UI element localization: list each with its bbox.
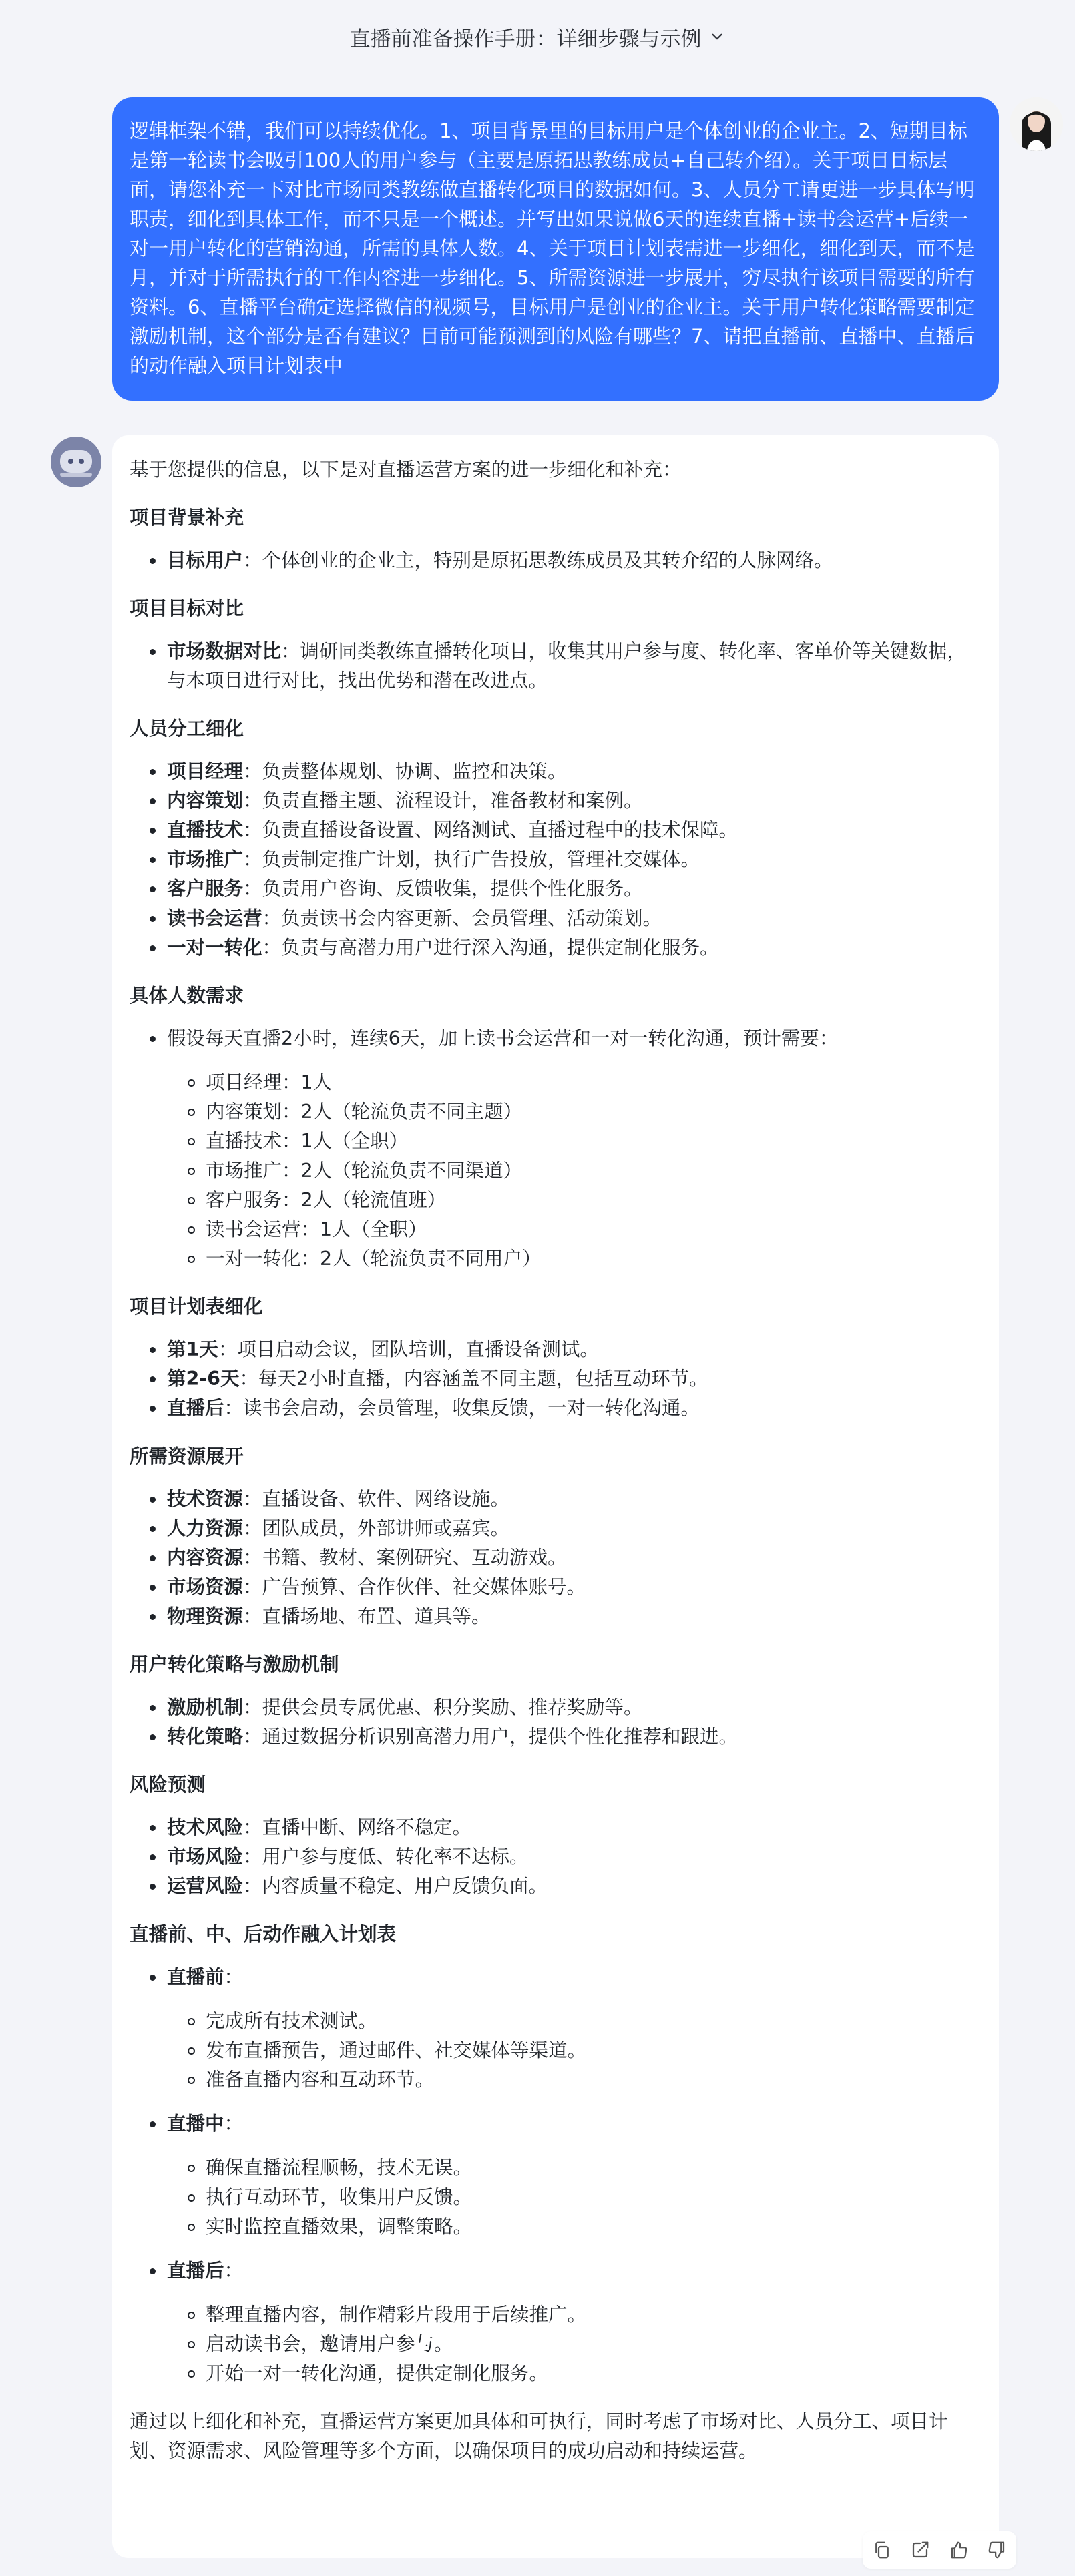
- section-heading: 具体人数需求: [130, 985, 244, 1007]
- list-item: 目标用户：个体创业的企业主，特别是原拓思教练成员及其转介绍的人脉网络。: [130, 546, 979, 575]
- assistant-response: [112, 435, 999, 2558]
- phase-item: 直播前： 完成所有技术测试。 发布直播预告，通过邮件、社交媒体等渠道。 准备直播内容和互动环节。: [130, 1963, 979, 2095]
- sub-list-item: 执行互动环节，收集用户反馈。: [167, 2183, 979, 2212]
- like-button[interactable]: [945, 2537, 972, 2563]
- copy-icon: [872, 2540, 892, 2560]
- list-item: 假设每天直播2小时，连续6天，加上读书会运营和一对一转化沟通，预计需要： 项目经理：1人 内容策划：2人（轮流负责不同主题） 直播技术：1人（全职） 市场推广：2人（轮流负责不同渠道） 客户服务：2人（轮流值班） 读书会运营：1人（全职） 一对一转化：2人（轮流负责不同用户）: [130, 1024, 979, 1274]
- sub-list-item: 项目经理：1人: [167, 1068, 979, 1097]
- thumbs-up-icon: [949, 2540, 969, 2560]
- share-button[interactable]: [907, 2537, 933, 2563]
- list-item: 物理资源：直播场地、布置、道具等。: [130, 1602, 979, 1631]
- share-icon: [910, 2540, 930, 2560]
- copy-button[interactable]: [869, 2537, 895, 2563]
- list-item: 一对一转化：负责与高潜力用户进行深入沟通，提供定制化服务。: [130, 933, 979, 963]
- top-bar: [0, 0, 1075, 73]
- section-heading: 直播前、中、后动作融入计划表: [130, 1923, 397, 1945]
- list-item: 技术风险：直播中断、网络不稳定。: [130, 1813, 979, 1842]
- section-heading: 风险预测: [130, 1774, 206, 1796]
- list-item: 市场资源：广告预算、合作伙伴、社交媒体账号。: [130, 1573, 979, 1602]
- section-heading: 人员分工细化: [130, 718, 244, 740]
- sub-list-item: 内容策划：2人（轮流负责不同主题）: [167, 1097, 979, 1127]
- user-message: 逻辑框架不错，我们可以持续优化。1、项目背景里的目标用户是个体创业的企业主。2、短期目标是第一轮读书会吸引100人的用户参与（主要是原拓思教练成员+自己转介绍）。关于项目目标层面，请您补充一下对比市场同类教练做直播转化项目的数据如何。3、人员分工请更进一步具体写明职责，细化到具体工作，而不只是一个概述。并写出如果说做6天的连续直播+读书会运营+后续一对一用户转化的营销沟通，所需的具体人数。4、关于项目计划表需进一步细化，细化到天，而不是月，并对于所需执行的工作内容进一步细化。5、所需资源进一步展开，穷尽执行该项目需要的所有资料。6、直播平台确定选择微信的视频号，目标用户是创业的企业主。关于用户转化策略需要制定激励机制，这个部分是否有建议？目前可能预测到的风险有哪些？7、请把直播前、直播中、直播后的动作融入项目计划表中: [112, 97, 999, 401]
- sub-list-item: 一对一转化：2人（轮流负责不同用户）: [167, 1244, 979, 1274]
- sub-list-item: 确保直播流程顺畅，技术无误。: [167, 2153, 979, 2183]
- list-item: 内容资源：书籍、教材、案例研究、互动游戏。: [130, 1543, 979, 1573]
- sub-list-item: 读书会运营：1人（全职）: [167, 1215, 979, 1244]
- chevron-down-icon: [708, 28, 726, 45]
- list-item: 直播后：读书会启动，会员管理，收集反馈，一对一转化沟通。: [130, 1394, 979, 1423]
- conversation-title: 直播前准备操作手册：详细步骤与示例: [349, 27, 702, 51]
- list-item: 人力资源：团队成员，外部讲师或嘉宾。: [130, 1514, 979, 1543]
- phase-item: 直播后： 整理直播内容，制作精彩片段用于后续推广。 启动读书会，邀请用户参与。 开始一对一转化沟通，提供定制化服务。: [130, 2256, 979, 2388]
- list-item: 读书会运营：负责读书会内容更新、会员管理、活动策划。: [130, 904, 979, 933]
- list-item: 转化策略：通过数据分析识别高潜力用户，提供个性化推荐和跟进。: [130, 1722, 979, 1752]
- list-item: 项目经理：负责整体规划、协调、监控和决策。: [130, 757, 979, 786]
- sub-list-item: 完成所有技术测试。: [167, 2007, 979, 2036]
- conversation-title-dropdown[interactable]: [350, 22, 726, 52]
- thumbs-down-icon: [987, 2540, 1007, 2560]
- sub-list-item: 客户服务：2人（轮流值班）: [167, 1186, 979, 1215]
- list-item: 运营风险：内容质量不稳定、用户反馈负面。: [130, 1872, 979, 1901]
- list-item: 内容策划：负责直播主题、流程设计，准备教材和案例。: [130, 786, 979, 816]
- dislike-button[interactable]: [984, 2537, 1010, 2563]
- section-heading: 所需资源展开: [130, 1445, 244, 1467]
- message-actions: [863, 2531, 1016, 2569]
- sub-list-item: 实时监控直播效果，调整策略。: [167, 2212, 979, 2242]
- section-heading: 用户转化策略与激励机制: [130, 1653, 339, 1676]
- section-heading: 项目计划表细化: [130, 1296, 263, 1318]
- sub-list-item: 整理直播内容，制作精彩片段用于后续推广。: [167, 2300, 979, 2330]
- sub-list-item: 准备直播内容和互动环节。: [167, 2065, 979, 2095]
- response-conclusion: 通过以上细化和补充，直播运营方案更加具体和可执行，同时考虑了市场对比、人员分工、项目计划、资源需求、风险管理等多个方面，以确保项目的成功启动和持续运营。: [130, 2410, 948, 2462]
- list-item: 技术资源：直播设备、软件、网络设施。: [130, 1485, 979, 1514]
- phase-item: 直播中： 确保直播流程顺畅，技术无误。 执行互动环节，收集用户反馈。 实时监控直播效果，调整策略。: [130, 2109, 979, 2242]
- section-heading: 项目目标对比: [130, 597, 244, 619]
- section-heading: 项目背景补充: [130, 507, 244, 529]
- sub-list-item: 发布直播预告，通过邮件、社交媒体等渠道。: [167, 2036, 979, 2065]
- list-item: 市场风险：用户参与度低、转化率不达标。: [130, 1842, 979, 1872]
- list-item: 激励机制：提供会员专属优惠、积分奖励、推荐奖励等。: [130, 1693, 979, 1722]
- list-item: 第2-6天：每天2小时直播，内容涵盖不同主题，包括互动环节。: [130, 1364, 979, 1394]
- list-item: 直播技术：负责直播设备设置、网络测试、直播过程中的技术保障。: [130, 816, 979, 845]
- sub-list-item: 直播技术：1人（全职）: [167, 1127, 979, 1156]
- response-intro: 基于您提供的信息，以下是对直播运营方案的进一步细化和补充：: [130, 459, 682, 481]
- user-avatar[interactable]: [1010, 97, 1063, 151]
- sub-list-item: 开始一对一转化沟通，提供定制化服务。: [167, 2359, 979, 2388]
- assistant-avatar: [51, 437, 101, 487]
- sub-list-item: 市场推广：2人（轮流负责不同渠道）: [167, 1156, 979, 1186]
- list-item: 市场推广：负责制定推广计划，执行广告投放，管理社交媒体。: [130, 845, 979, 874]
- list-item: 市场数据对比：调研同类教练直播转化项目，收集其用户参与度、转化率、客单价等关键数据，与本项目进行对比，找出优势和潜在改进点。: [130, 637, 979, 696]
- sub-list-item: 启动读书会，邀请用户参与。: [167, 2330, 979, 2359]
- list-item: 第1天：项目启动会议，团队培训，直播设备测试。: [130, 1335, 979, 1364]
- list-item: 客户服务：负责用户咨询、反馈收集，提供个性化服务。: [130, 874, 979, 904]
